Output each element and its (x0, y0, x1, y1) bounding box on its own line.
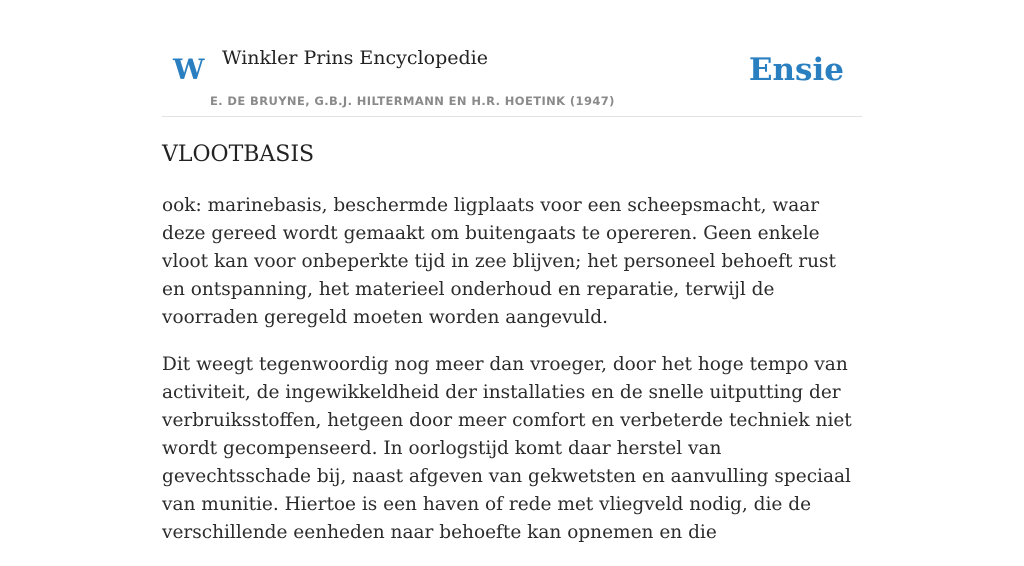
article-paragraph: ook: marinebasis, beschermde ligplaats voor een scheepsmacht, waar deze gereed wordt gemaakt om buitengaats te opereren. Geen enkele vloot kan voor onbeperkte tijd in zee blijven; het personeel behoeft rust en ontspanning, het materieel onderhoud en reparatie, terwijl de voorraden geregeld moeten worden aangevuld. (162, 195, 836, 328)
article-paragraph: Dit weegt tegenwoordig nog meer dan vroeger, door het hoge tempo van activiteit, de ingewikkeldheid der installaties en de snelle uitputting der verbruiksstoffen, hetgeen door meer comfort en verbeterde techniek niet wordt gecompenseerd. In oorlogstijd komt daar herstel van gevechtsschade bij, naast afgeven van gekwetsten en aanvulling speciaal van munitie. Hiertoe is een haven of rede met vliegveld nodig, die de verschillende eenheden naar behoefte kan opnemen en die (162, 354, 852, 543)
entry-title: VLOOTBASIS (162, 142, 315, 167)
source-header (162, 40, 862, 117)
source-title[interactable]: Winkler Prins Encyclopedie (222, 47, 488, 69)
source-logo: W (173, 53, 205, 86)
article-body (162, 192, 862, 566)
brand-logo-link[interactable]: Ensie (748, 52, 844, 88)
source-authors: E. DE BRUYNE, G.B.J. HILTERMANN EN H.R. HOETINK (1947) (210, 94, 615, 108)
